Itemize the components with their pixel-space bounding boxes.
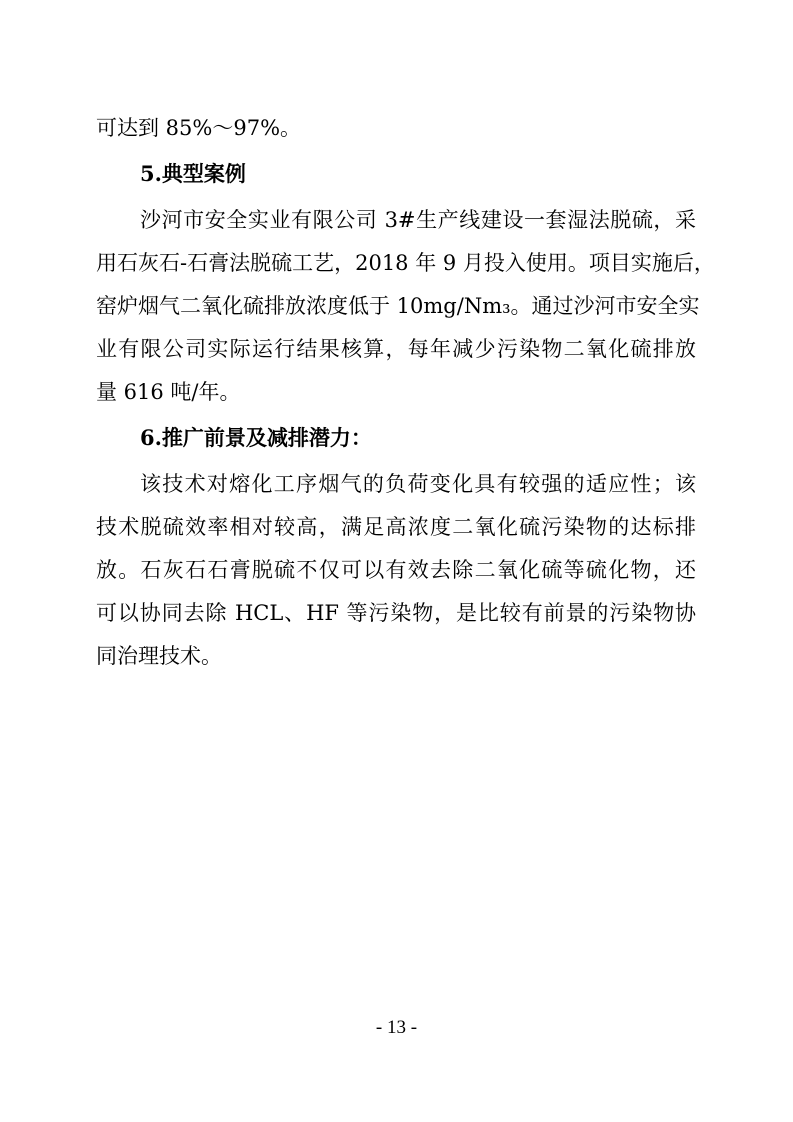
section-6-paragraph-line: 技术脱硫效率相对较高，满足高浓度二氧化硫污染物的达标排 (96, 515, 696, 539)
section-6-paragraph-line: 该技术对熔化工序烟气的负荷变化具有较强的适应性；该 (140, 472, 696, 496)
section-6-paragraph-line: 放。石灰石石膏脱硫不仅可以有效去除二氧化硫等硫化物，还 (96, 558, 696, 582)
page-number: - 13 - (375, 1017, 418, 1038)
section-5-heading: 5.典型案例 (140, 161, 246, 186)
section-6-paragraph-line: 同治理技术。 (96, 644, 222, 668)
section-5-paragraph-line: 沙河市安全实业有限公司 3#生产线建设一套湿法脱硫，采 (140, 208, 696, 232)
section-5-paragraph-line: 量 616 吨/年。 (96, 380, 241, 404)
intro-text-line: 可达到 85%～97%。 (96, 116, 302, 140)
section-5-paragraph-line: 用石灰石-石膏法脱硫工艺，2018 年 9 月投入使用。项目实施后， (96, 251, 715, 275)
section-6-paragraph-line: 可以协同去除 HCL、HF 等污染物，是比较有前景的污染物协 (96, 601, 696, 625)
section-5-paragraph-line: 业有限公司实际运行结果核算，每年减少污染物二氧化硫排放 (96, 337, 696, 361)
section-5-paragraph-line: 窑炉烟气二氧化硫排放浓度低于 10mg/Nm₃。通过沙河市安全实 (96, 294, 700, 318)
section-6-heading: 6.推广前景及减排潜力： (140, 425, 372, 450)
